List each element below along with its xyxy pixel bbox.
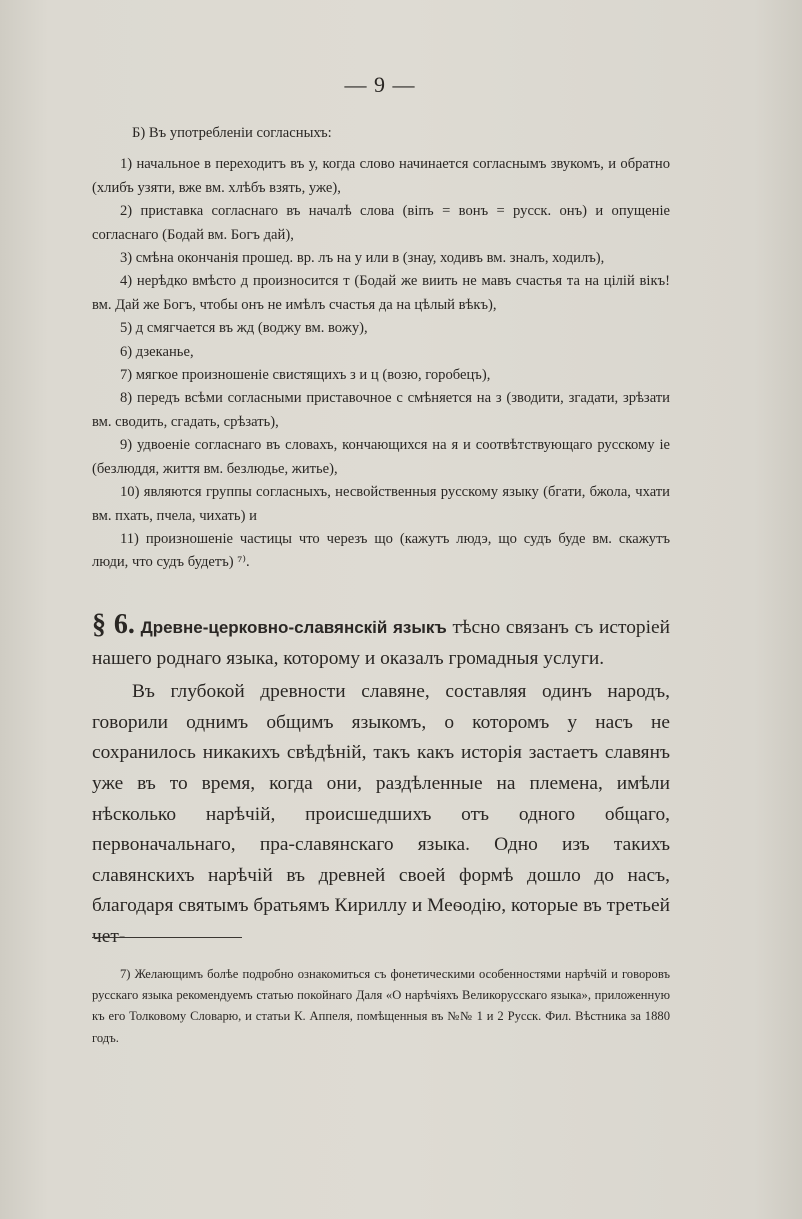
footnote-divider: [92, 937, 242, 938]
list-item: 1) начальное в переходитъ въ у, когда слово начинается согласнымъ звукомъ, и обратно (хлибъ узяти, вже вм. хлѣбъ взять, уже),: [92, 156, 670, 196]
list-item: 11) произношеніе частицы что черезъ що (кажутъ людэ, що судъ буде вм. скажутъ люди, что судъ будетъ) ⁷⁾.: [92, 530, 670, 571]
section-b-block: [92, 122, 670, 575]
list-item: 2) приставка согласнаго въ началѣ слова (віпъ = вонъ = русск. онъ) и опущеніе согласнаго (Бодай вм. Богъ дай),: [92, 203, 670, 243]
list-item: 10) являются группы согласныхъ, несвойственныя русскому языку (бгати, бжола, чхати вм. пхать, пчела, чихать) и: [92, 484, 670, 524]
section-mark: § 6.: [92, 609, 135, 640]
list-item: 6) дзеканье,: [120, 343, 194, 360]
section-intro-text: тѣсно связанъ съ исторіей нашего роднаго языка, которому и оказалъ громадныя услуги.: [92, 617, 670, 669]
section-b-heading: Б) Въ употребленіи согласныхъ:: [132, 125, 332, 141]
section-title: Древне-церковно-славянскій языкъ: [140, 618, 447, 637]
footnote: 7) Желающимъ болѣе подробно ознакомиться съ фонетическими особенностями нарѣчій и говоровъ русскаго языка рекомендуемъ статью покойнаго Даля «О нарѣчіяхъ Великорусскаго языка», приложенную къ его Толковому Словарю, и статьи К. Аппеля, помѣщенныя въ №№ 1 и 2 Русск. Фил. Вѣстника за 1880 годъ.: [92, 967, 670, 1045]
list-item: 3) смѣна окончанія прошед. вр. лъ на у или в (знау, ходивъ вм. зналъ, ходилъ),: [120, 250, 605, 267]
list-item: 4) нерѣдко вмѣсто д произносится т (Бодай же виить не мавъ счастья та на цілій вікъ! вм. Дай же Богъ, чтобы онъ не имѣлъ счастья да на цѣлый вѣкъ),: [92, 273, 670, 313]
section-6-block: [92, 610, 670, 953]
section-6-paragraph: Въ глубокой древности славяне, составляя одинъ народъ, говорили однимъ общимъ языкомъ, о которомъ у насъ не сохранилось никакихъ свѣдѣній, такъ какъ исторія застаетъ славянъ уже въ то время, когда они, раздѣленные на племена, имѣли нѣсколько нарѣчій, происшедшихъ отъ одного общаго, первоначальнаго, пра-славянскаго языка. Одно изъ такихъ славянскихъ нарѣчій въ древней своей формѣ дошло до насъ, благодаря святымъ братьямъ Кириллу и Меѳодію, которые въ третьей чет-: [92, 681, 670, 947]
list-item: 5) д смягчается въ жд (воджу вм. вожу),: [120, 320, 368, 337]
section-6-intro: [92, 610, 670, 674]
list-item: 7) мягкое произношеніе свистящихъ з и ц (возю, горобецъ),: [120, 367, 491, 384]
page-number: — 9 —: [344, 72, 416, 97]
list-item: 9) удвоеніе согласнаго въ словахъ, кончающихся на я и соотвѣтствующаго русскому іе (безлюддя, життя вм. безлюдье, житье),: [92, 437, 670, 477]
list-item: 8) передъ всѣми согласными приставочное с смѣняется на з (зводити, згадати, зрѣзати вм. сводить, сгадать, срѣзать),: [92, 390, 670, 430]
